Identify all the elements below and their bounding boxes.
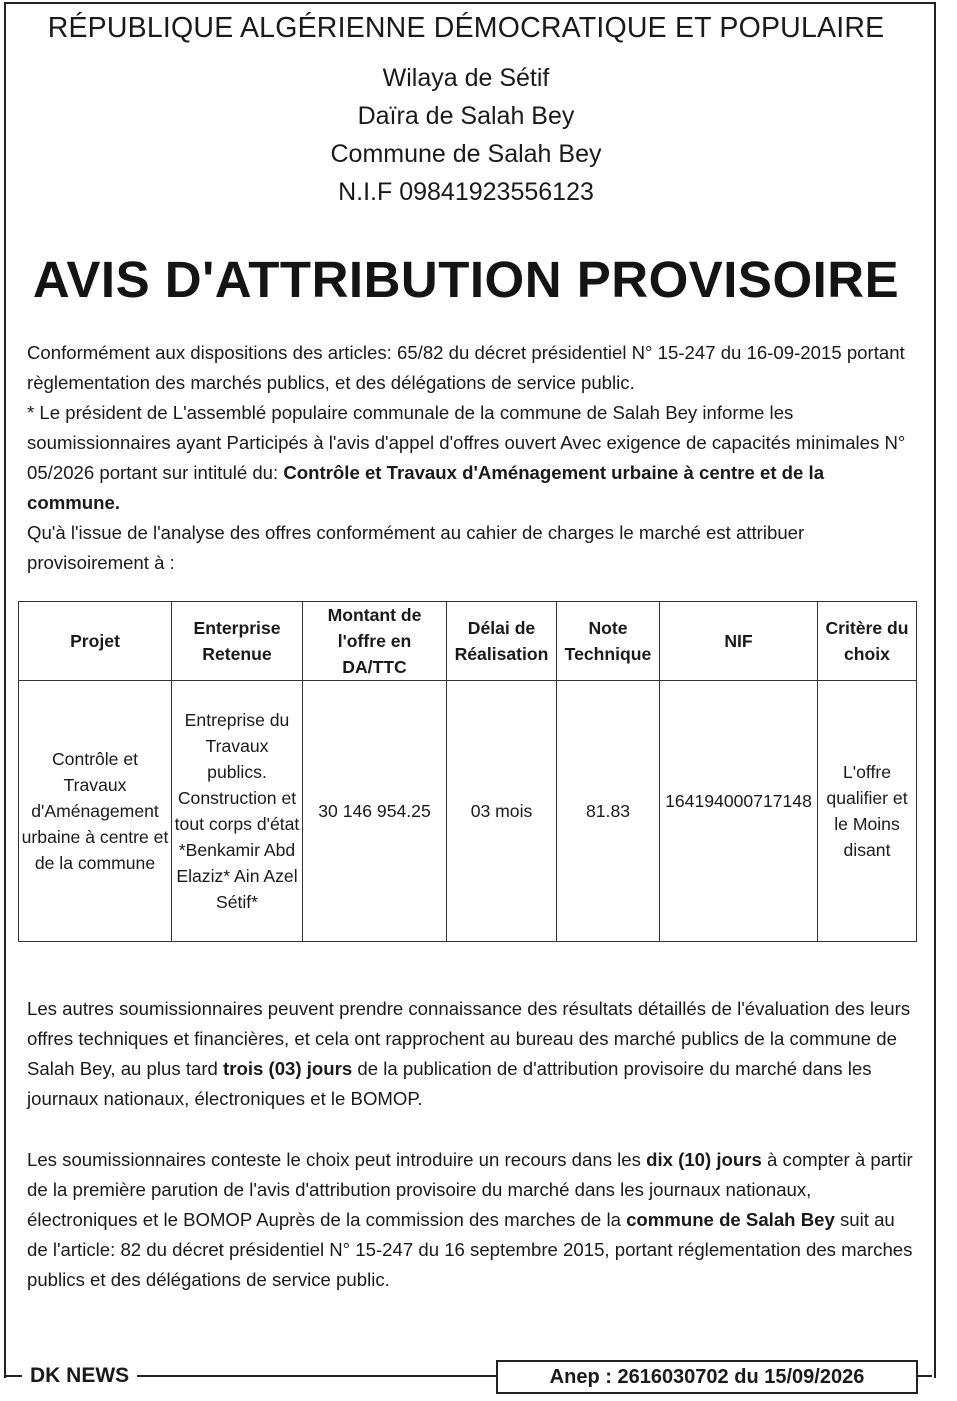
table-row <box>19 681 917 942</box>
appeal-text-2: à compter à partir de la première parution de l'avis d'attribution provisoire du marché dans les journaux nationaux, électroniques et le BOMOP Auprès de la commission des marches de la <box>27 1149 913 1230</box>
consultation-text-1: Les autres soumissionnaires peuvent prendre connaissance des résultats détaillés de l'évaluation des leurs offres techniques et financières, et cela ont rapprochent au bureau des marché publics de la commune de Salah Bey, au plus tard <box>27 998 911 1079</box>
wilaya-line: Wilaya de Sétif <box>382 64 550 92</box>
attribution-table <box>18 601 917 942</box>
results-consultation-paragraph <box>27 994 917 1114</box>
header-delai: Délai de Réalisation <box>447 602 557 681</box>
table-header-row <box>19 602 917 681</box>
appeal-commune: commune de Salah Bey <box>626 1209 835 1230</box>
daira-line: Daïra de Salah Bey <box>357 102 575 130</box>
intro-attribution: Qu'à l'issue de l'analyse des offres conformément au cahier de charges le marché est attribuer provisoirement à : <box>27 522 805 573</box>
consultation-text-2: de la publication de d'attribution provisoire du marché dans les journaux nationaux, électroniques et le BOMOP. <box>27 1058 872 1109</box>
notice-title: AVIS D'ATTRIBUTION PROVISOIRE <box>32 251 900 308</box>
cell-critere: L'offre qualifier et le Moins disant <box>818 681 917 942</box>
intro-paragraph <box>27 338 917 578</box>
appeal-deadline: dix (10) jours <box>646 1149 762 1170</box>
republic-heading: RÉPUBLIQUE ALGÉRIENNE DÉMOCRATIQUE ET POPULAIRE <box>47 12 885 44</box>
header-nif: NIF <box>660 602 818 681</box>
appeal-text-3: suit au de l'article: 82 du décret présidentiel N° 15-247 du 16 septembre 2015, portant réglementation des marches publics et des délégations de service public. <box>27 1209 913 1290</box>
consultation-deadline: trois (03) jours <box>223 1058 353 1079</box>
header-entreprise: Enterprise Retenue <box>172 602 303 681</box>
appeal-paragraph <box>27 1145 917 1295</box>
cell-delai: 03 mois <box>447 681 557 942</box>
nif-line: N.I.F 09841923556123 <box>338 178 594 206</box>
intro-legal-basis: Conformément aux dispositions des articles: 65/82 du décret présidentiel N° 15-247 du 16-09-2015 portant règlementation des marchés publics, et des délégations de service public. <box>27 342 905 393</box>
appeal-text-1: Les soumissionnaires conteste le choix peut introduire un recours dans les <box>27 1149 647 1170</box>
tender-subject: Contrôle et Travaux d'Aménagement urbaine à centre et de la commune. <box>27 462 825 513</box>
cell-montant: 30 146 954.25 <box>303 681 447 942</box>
cell-note: 81.83 <box>557 681 660 942</box>
header-projet: Projet <box>19 602 172 681</box>
cell-entreprise: Entreprise du Travaux publics. Construction et tout corps d'état *Benkamir Abd Elaziz* Ain Azel Sétif* <box>172 681 303 942</box>
commune-line: Commune de Salah Bey <box>330 140 602 168</box>
cell-nif: 164194000717148 <box>660 681 818 942</box>
newspaper-name: DK NEWS <box>22 1364 137 1388</box>
header-critere: Critère du choix <box>818 602 917 681</box>
intro-announcement-text: * Le président de L'assemblé populaire communale de la commune de Salah Bey informe les soumissionnaires ayant Participés à l'avis d'appel d'offres ouvert Avec exigence de capacités minimales N° 05/2026 portant sur intitulé du: <box>27 402 906 483</box>
anep-reference: Anep : 2616030702 du 15/09/2026 <box>496 1360 918 1394</box>
header-montant: Montant de l'offre en DA/TTC <box>303 602 447 681</box>
cell-projet: Contrôle et Travaux d'Aménagement urbaine à centre et de la commune <box>19 681 172 942</box>
intro-announcement <box>27 398 917 518</box>
header-note: Note Technique <box>557 602 660 681</box>
